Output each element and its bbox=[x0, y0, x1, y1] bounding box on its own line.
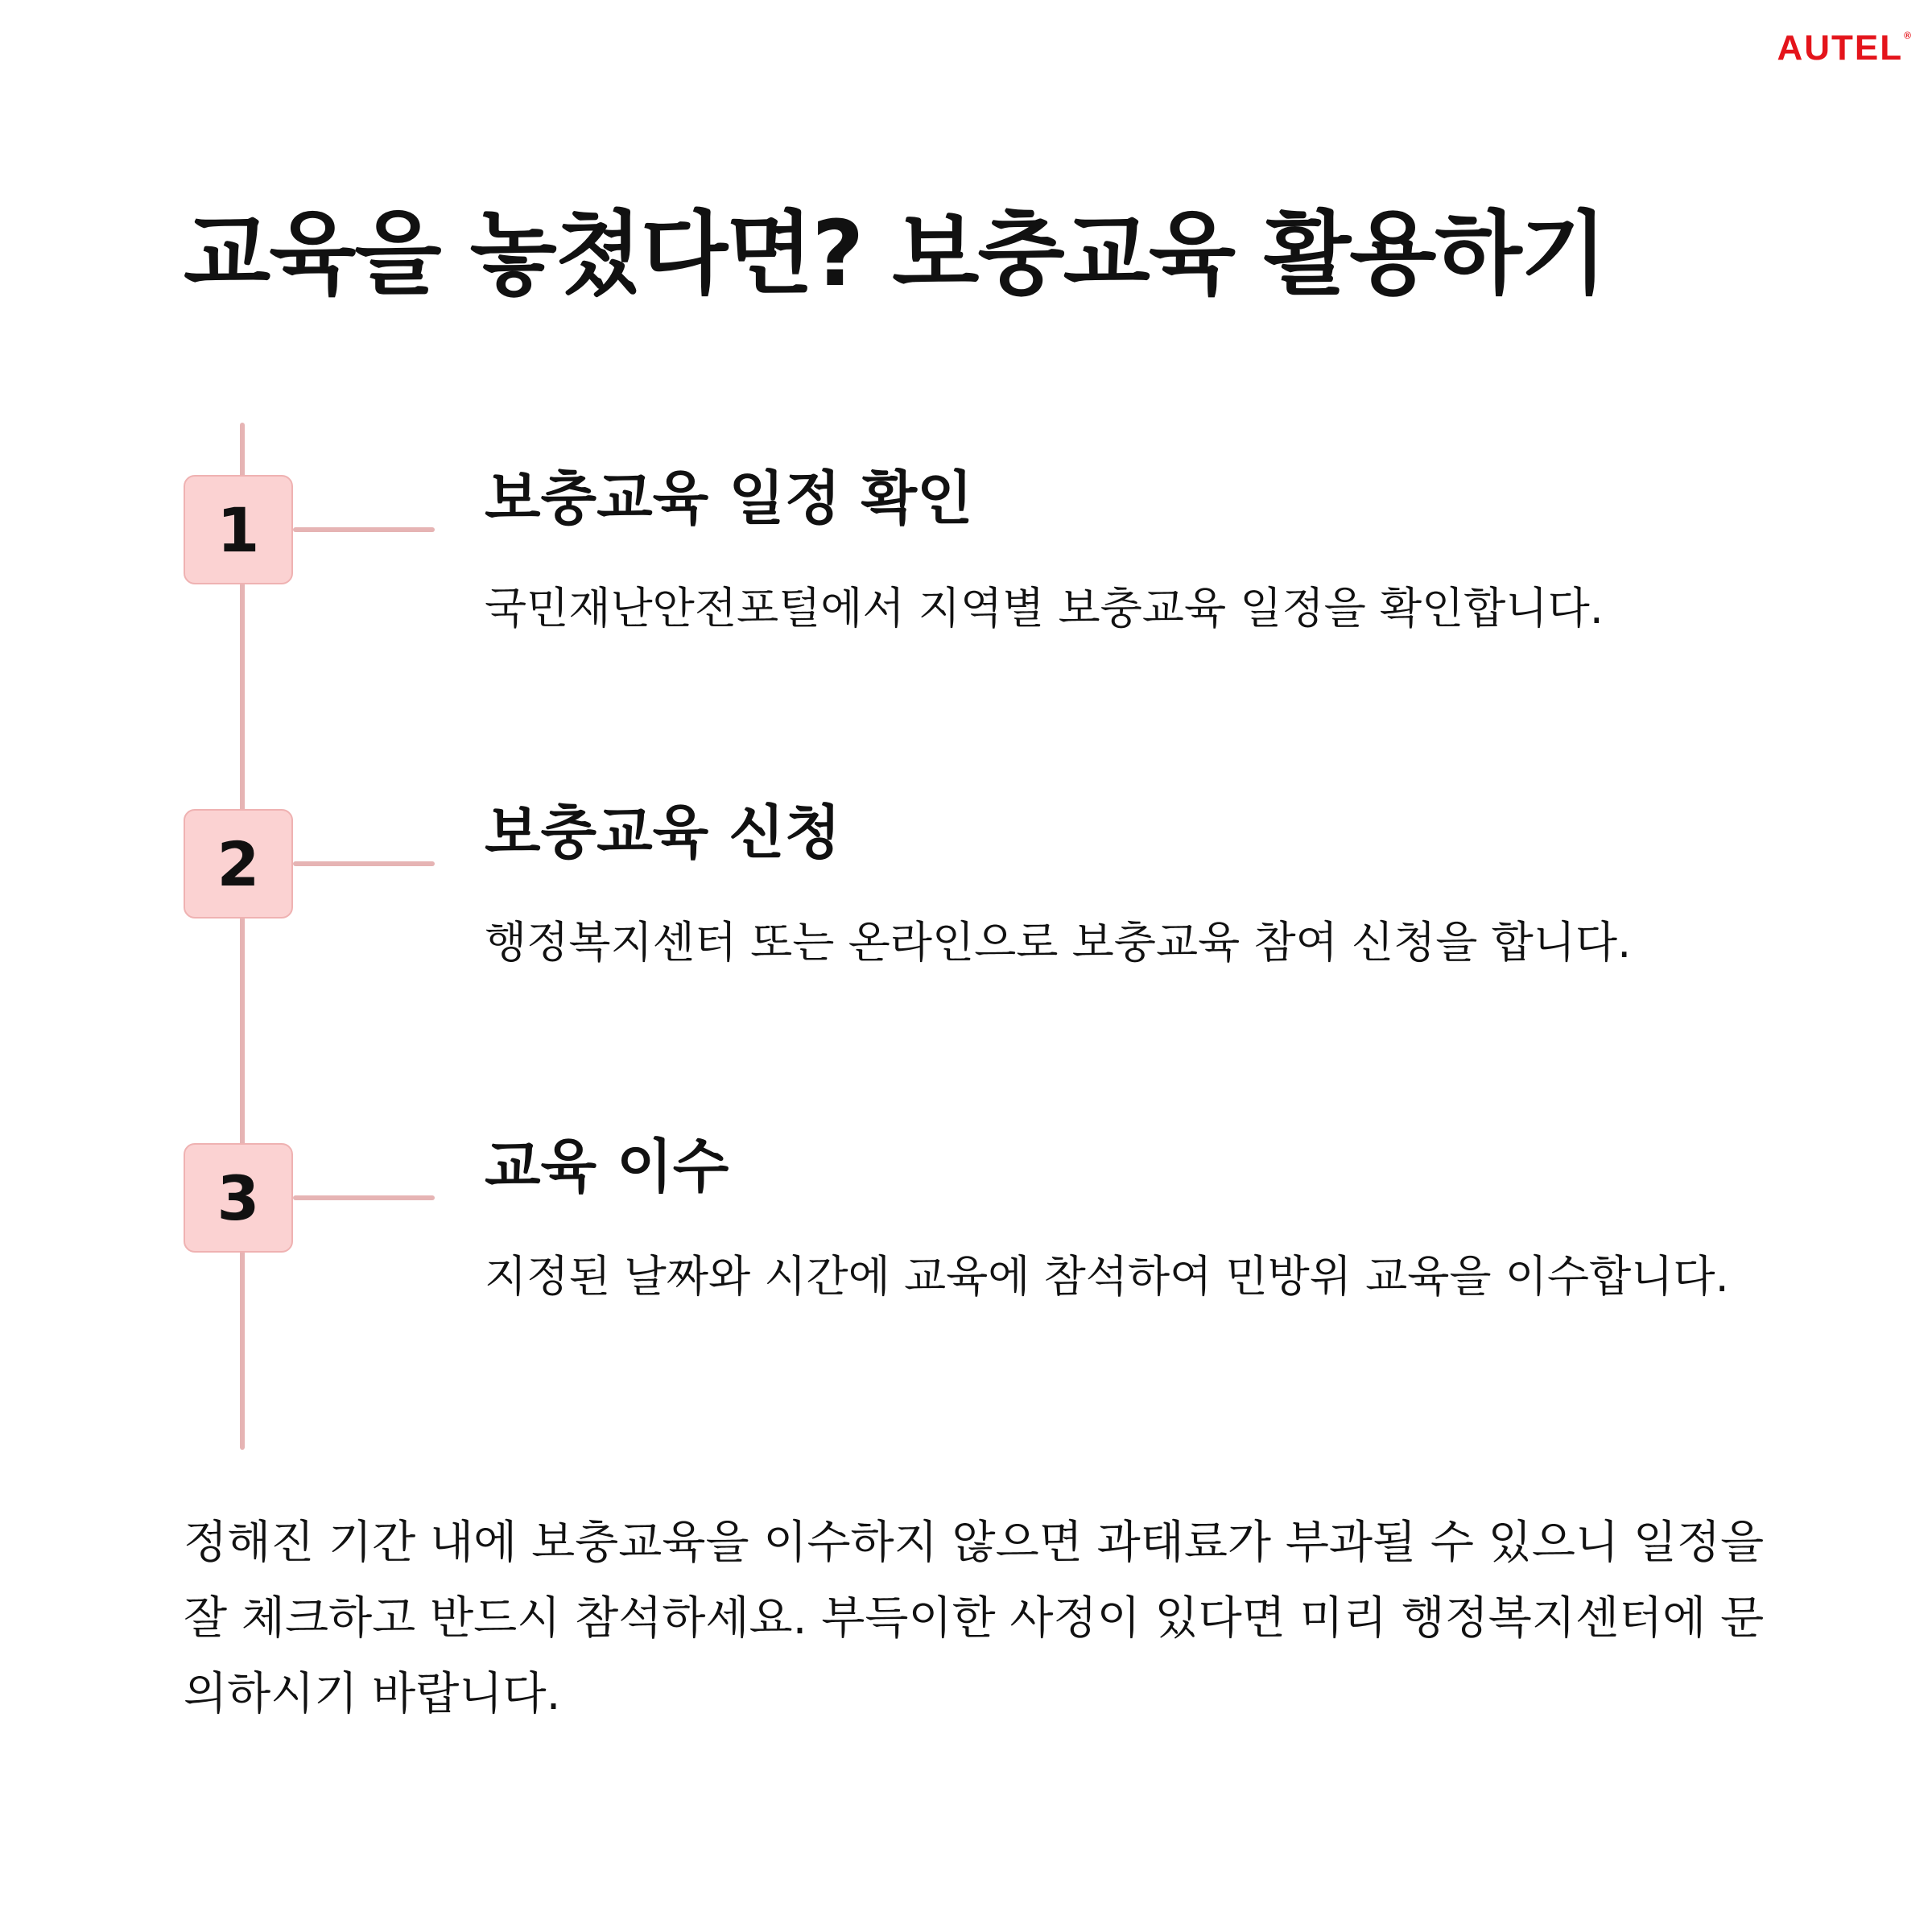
page-title: 교육을 놓쳤다면? 보충교육 활용하기 bbox=[184, 202, 1606, 307]
step-connector bbox=[293, 861, 435, 866]
step-number-badge: 3 bbox=[184, 1143, 293, 1253]
logo-text: AUTEL bbox=[1777, 28, 1904, 68]
step-1 bbox=[0, 464, 1932, 716]
step-title: 교육 이수 bbox=[485, 1133, 729, 1200]
step-description: 국민재난안전포털에서 지역별 보충교육 일정을 확인합니다. bbox=[485, 583, 1604, 634]
step-3 bbox=[0, 1133, 1932, 1385]
step-description: 행정복지센터 또는 온라인으로 보충교육 참여 신청을 합니다. bbox=[485, 917, 1632, 968]
step-connector bbox=[293, 1195, 435, 1200]
footer-note: 정해진 기간 내에 보충교육을 이수하지 않으면 과태료가 부과될 수 있으니 일정을 잘 체크하고 반드시 참석하세요. 부득이한 사정이 있다면 미리 행정복지센터에 문의하시기 바랍니다. bbox=[184, 1517, 1765, 1720]
registered-mark: ® bbox=[1904, 30, 1913, 41]
step-title: 보충교육 신청 bbox=[485, 799, 841, 866]
step-title: 보충교육 일정 확인 bbox=[485, 464, 973, 532]
step-number-badge: 1 bbox=[184, 475, 293, 584]
step-description: 지정된 날짜와 시간에 교육에 참석하여 민방위 교육을 이수합니다. bbox=[485, 1251, 1729, 1302]
step-number-badge: 2 bbox=[184, 809, 293, 919]
autel-logo bbox=[1777, 28, 1913, 68]
step-2 bbox=[0, 799, 1932, 1051]
step-connector bbox=[293, 527, 435, 532]
